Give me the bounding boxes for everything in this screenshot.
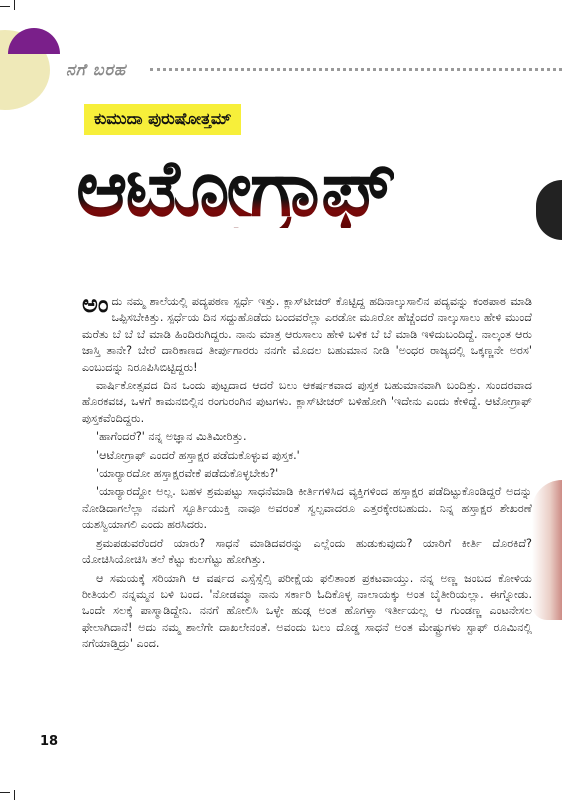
- dotted-divider: [150, 68, 562, 71]
- side-illustration: [532, 480, 562, 620]
- crop-mark: [14, 0, 15, 10]
- paragraph: ಶ್ರಮಪಡುವರೆಂದರೆ ಯಾರು? ಸಾಧನೆ ಮಾಡಿದವರನ್ನು ಎಲ್ಲೆಂದು ಹುಡುಕುವುದು? ಯಾರಿಗೆ ಕೀರ್ತಿ ದೊರಕಿದೆ? ಯೋಚಿಸಿಯೋಚಿಸಿ ತಲೆ ಕೆಟ್ಟು ಕುಲಗೆಟ್ಟು ಹೋಗಿತ್ತು.: [82, 536, 532, 567]
- crop-mark: [0, 6, 10, 7]
- article-title: ಆಟೋಗ್ರಾಫ್: [76, 144, 395, 234]
- page-number: 18: [40, 734, 59, 749]
- section-label: ನಗೆ ಬರಹ: [66, 60, 127, 79]
- paragraph: 'ಆಟೋಗ್ರಾಫ್ ಎಂದರೆ ಹಸ್ತಾಕ್ಷರ ಪಡೆದುಕೊಳ್ಳುವ ಪುಸ್ತಕ.': [96, 448, 300, 462]
- paragraph: ಅಂದು ನಮ್ಮ ಶಾಲೆಯಲ್ಲಿ ಪದ್ಯಪಠಣ ಸ್ಪರ್ಧೆ ಇತ್ತು. ಕ್ಲಾಸ್‌ಟೀಚರ್ ಕೊಟ್ಟಿದ್ದ ಹದಿನಾಲ್ಕುಸಾಲಿನ ಪದ್ಯವನ್ನು ಕಂಠಪಾಠ ಮಾಡಿ ಒಪ್ಪಿಸಬೇಕಿತ್ತು. ಸ್ಪರ್ಧೆಯ ದಿನ ಸದ್ದುಹೊಡೆದು ಬಂದವರೆಲ್ಲಾ ಎರಡೋ ಮೂರೋ ಹೆಚ್ಚೆಂದರೆ ನಾಲ್ಕುಸಾಲು ಹೇಳಿ ಮುಂದೆ ಮರೆತು ಬೆ ಬೆ ಬೆ ಮಾಡಿ ಹಿಂದಿರುಗಿದ್ದರು. ನಾನು ಮಾತ್ರ ಆರುಸಾಲು ಹೇಳಿ ಬಳಿಕ ಬೆ ಬೆ ಮಾಡಿ ಇಳಿದುಬಂದಿದ್ದೆ. ನಾಲ್ಕಂತ ಆರು ಜಾಸ್ತಿ ತಾನೇ? ಬೇರೆ ದಾರಿಕಾಣದ ತೀರ್ಪುಗಾರರು ನನಗೇ ಮೊದಲ ಬಹುಮಾನ ನೀಡಿ 'ಅಂಧರ ರಾಜ್ಯದಲ್ಲಿ ಒಕ್ಕಣ್ಣನೇ ಅರಸ' ಎಂಬುದನ್ನು ನಿರೂಪಿಸಿಬಿಟ್ಟಿದ್ದರು!: [82, 290, 532, 374]
- side-decoration: [536, 180, 562, 240]
- drop-cap: ಅಂ: [82, 290, 109, 318]
- crop-mark: [14, 790, 15, 800]
- article-body: [82, 290, 532, 655]
- crop-mark: [0, 792, 10, 793]
- paragraph: 'ಯಾರ್‍ಯಾರದ್ದೋ ಅಲ್ಲ. ಬಹಳ ಶ್ರಮಪಟ್ಟು ಸಾಧನೆಮಾಡಿ ಕೀರ್ತಿಗಳಿಸಿದ ವ್ಯಕ್ತಿಗಳಿಂದ ಹಸ್ತಾಕ್ಷರ ಪಡೆದಿಟ್ಟುಕೊಂಡಿದ್ದರೆ ಅದನ್ನು ನೋಡಿದಾಗಲೆಲ್ಲಾ ನಮಗೆ ಸ್ಫೂರ್ತಿಯುಕ್ತಿ ನಾವೂ ಅವರಂತೆ ಸ್ವಲ್ಪವಾದರೂ ಎತ್ತರಕ್ಕೇರಬಹುದು. ನಿನ್ನ ಹಸ್ತಾಕ್ಷರ ಶೇಖರಣೆ ಯಶಸ್ವಿಯಾಗಲಿ ಎಂದು ಹರಸಿದರು.: [82, 485, 532, 532]
- paragraph: ವಾರ್ಷಿಕೋತ್ಸವದ ದಿನ ಒಂದು ಪುಟ್ಟದಾದ ಆದರೆ ಬಲು ಆಕರ್ಷಕವಾದ ಪುಸ್ತಕ ಬಹುಮಾನವಾಗಿ ಬಂದಿತ್ತು. ಸುಂದರವಾದ ಹೊರಕವಚ, ಒಳಗೆ ಕಾಮನಬಿಲ್ಲಿನ ರಂಗುರಂಗಿನ ಪುಟಗಳು. ಕ್ಲಾಸ್‌ಟೀಚರ್ ಬಳಿಹೋಗಿ 'ಇದೇನು ಎಂದು ಕೇಳಿದ್ದೆ. ಆಟೋಗ್ರಾಫ್ ಪುಸ್ತಕವೆಂದಿದ್ದರು.: [82, 379, 532, 425]
- paragraph: 'ಯಾರ್‍ಯಾರದೋ ಹಸ್ತಾಕ್ಷರವೇಕೆ ಪಡೆದುಕೊಳ್ಳಬೇಕು?': [96, 467, 279, 481]
- paragraph: ಆ ಸಮಯಕ್ಕೆ ಸರಿಯಾಗಿ ಆ ವರ್ಷದ ಎಸ್ಸೆಸ್ಸೆಲ್ಸಿ ಪರೀಕ್ಷೆಯ ಫಲಿತಾಂಶ ಪ್ರಕಟವಾಯ್ತು. ನನ್ನ ಅಣ್ಣ ಜಂಬದ ಕೋಳಿಯ ರೀತಿಯಲಿ ನನ್ನಮ್ಮನ ಬಳಿ ಬಂದ. 'ನೋಡಮ್ಮಾ ನಾನು ಸರ್ಕಾರಿ ಓದಿಕೊಳ್ಳ ನಾಲಾಯಕ್ಕು ಅಂತ ಬೈತೀರಿಯಲ್ಲಾ. ಈಗ್ನೋಡು. ಒಂದೇ ಸಲಕ್ಕೆ ಪಾಸ್ಮಾಡಿದ್ದೇನಿ. ನನಗೆ ಹೋಲಿಸಿ ಒಳ್ಳೇ ಹುಡ್ಗ ಅಂತ ಹೊಗಳ್ತಾ ಇರ್ತೀಯಲ್ಲ ಆ ಗುಂಡಣ್ಣ ಎಂಟನೇಸಲ ಫೇಲಾಗಿದಾನೆ! ಅದು ನಮ್ಮ ಶಾಲೆಗೇ ದಾಖಲೇನಂತೆ. ಅವಂದು ಬಲು ದೊಡ್ಡ ಸಾಧನೆ ಅಂತ ಮೇಷ್ಟ್ರುಗಳು ಸ್ಟಾಫ್ ರೂಮಿನಲ್ಲಿ ನಗೆಯಾಡ್ತಿದ್ರು' ಎಂದ.: [82, 571, 532, 651]
- paragraph: 'ಹಾಗೆಂದರೆ?' ನನ್ನ ಅಜ್ಞಾನ ಮಿತಿಮೀರಿತ್ತು.: [96, 430, 247, 444]
- author-byline: ಕುಮುದಾ ಪುರುಷೋತ್ತಮ್: [84, 104, 241, 135]
